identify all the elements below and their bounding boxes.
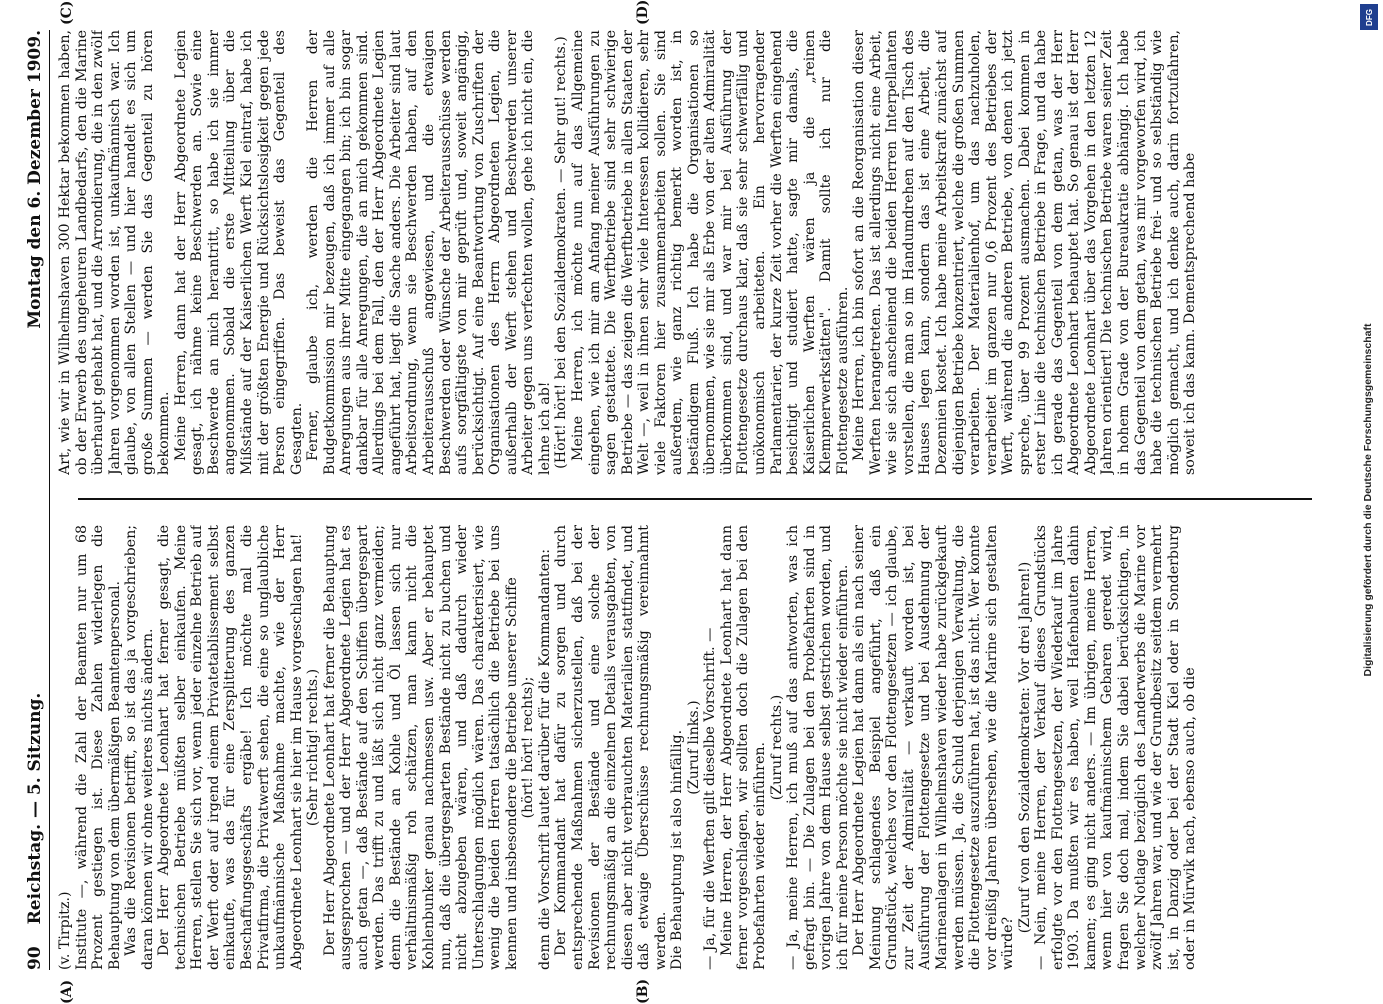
margin-marker-a: (A) <box>59 979 75 1004</box>
right-column <box>57 30 1285 475</box>
left-column-paragraph: Meine Herren, der Herr Abgeordnete Leonhart hat dann ferner vorgeschlagen, wir sollten doch die Zulagen bei den Probefahrten wieder einführen. <box>718 525 768 970</box>
left-column-paragraph: Die Behauptung ist also hinfällig. <box>669 729 686 970</box>
right-column-paragraph: (Hört! hört! bei den Sozialdemokraten. — Sehr gut! rechts.) <box>553 36 570 469</box>
right-column-paragraph: Meine Herren, dann hat der Herr Abgeordnete Legien gesagt, ich nähme keine Beschwerden an. Sowie eine Beschwerde an mich herantritt, so habe ich sie immer angenommen. Sobald die erste Mitteilung über die Mißstände auf der Kaiserlichen Werft Kiel eintraf, habe ich mit der größten Energie und Rücksichtslosigkeit gegen jede Person eingegriffen. Das beweist das Gegenteil des Gesagten. <box>172 30 305 475</box>
left-column-paragraph: — Ja, meine Herren, ich muß auf das antworten, was ich gefragt bin. — Die Zulagen bei den Probefahrten sind in vorigen Jahre von dem Hause selbst gestrichen worden, und ich für meine Person möchte sie nicht wieder einführen. <box>785 525 851 970</box>
left-column-paragraph: (v. Tirpitz.) <box>57 891 73 970</box>
left-column-paragraph: (Zuruf links.) <box>685 700 702 795</box>
page-date: Montag den 6. Dezember 1909. <box>25 30 45 329</box>
left-column-paragraph: (Sehr richtig! rechts.) <box>305 668 322 827</box>
left-column-paragraph: Der Herr Abgeordnete Legien hat dann als ein nach seiner Meinung schlagendes Beispiel angeführt, daß ein Grundstück, welches vor den Flottengesetzen — ich glaube, zur Zeit der Admiralität — verkauft worden ist, bei Ausführung der Flottengesetze und bei Ausdehnung der Marineanlagen in Wilhelmshaven wieder habe zurückgekauft werden müssen. Ja, die Schuld derjenigen Verwaltung, die die Flottengesetze auszuführen hat, ist das nicht. Wer konnte vor dreißig Jahren übersehen, wie die Marine sich gestalten würde? <box>851 525 1017 970</box>
left-column-paragraph: denn die Vorschrift lautet darüber für die Kommandanten: <box>536 548 553 970</box>
dfg-logo: DFG <box>1360 4 1378 30</box>
margin-marker-b: (B) <box>635 978 651 1004</box>
left-column-paragraph: (Zuruf von den Sozialdemokraten: Vor drei Jahren!) <box>1016 561 1033 934</box>
margin-marker-d: (D) <box>635 0 651 25</box>
text-columns <box>57 30 1285 970</box>
right-column-paragraph: Art, wie wir in Wilhelmshaven 300 Hektar bekommen haben, ob der Erwerb des ungeheuren Landbedarfs, den die Marine überhaupt gehabt hat, und die Arrondierung, die in den zwölf Jahren vorgenommen worden ist, unkaufmännisch war. Ich glaube, von allen Stellen — und hier handelt es sich um große Summen — werden Sie das Gegenteil zu hören bekommen. <box>57 30 173 475</box>
digitization-credit: Digitalisierung gefördert durch die Deutsche Forschungsgemeinschaft <box>1362 323 1374 677</box>
left-column-paragraph: Was die Revisionen betrifft, so ist das ja vorgeschrieben; daran können wir ohne weiteres nichts ändern. <box>123 525 156 970</box>
left-column-paragraph: Der Herr Abgeordnete Leonhart hat ferner die Behauptung ausgesprochen — und der Herr Abgeordnete Legien hat es auch getan —, daß Bestände auf den Schiffen übergespart werden. Das trifft zu und läßt sich nicht ganz vermeiden; denn die Bestände an Kohle und Öl lassen sich nur verhältnismäßig roh schätzen, man kann nicht die Kohlenbunker genau nachmessen usw. Aber er behauptet nun, daß die übergesparten Bestände nicht zu buchen und nicht abzugeben wären, und daß dadurch wieder Unterschlagungen möglich wären. Das charakterisiert, wie wenig die beiden Herren tatsächlich die Betriebe bei uns kennen und insbesondere die Betriebe unserer Schiffe <box>321 525 520 970</box>
left-column-paragraph: (Zuruf rechts.) <box>768 694 785 801</box>
page-header <box>15 30 50 970</box>
page-number: 90 <box>25 946 45 970</box>
left-column-paragraph: — Nein, meine Herren, der Verkauf dieses Grundstücks erfolgte vor den Flottengesetzen, der Wiederkauf im Jahre 1903. Da mußten wir es haben, weil Hafenbauten dahin kamen; es ging nicht anders. — Im übrigen, meine Herren, wenn hier von kaufmännischem Gebaren geredet wird, fragen Sie doch mal, indem Sie dabei berücksichtigen, in welcher Notlage bezüglich des Landerwerbs die Marine vor zwölf Jahren war, und wie der Grundbesitz seitdem vermehrt ist, in Danzig oder bei der Stadt Kiel oder in Sonderburg oder in Mürwik nach, ebenso auch, ob die <box>1033 525 1199 970</box>
rotated-content <box>15 0 1285 1004</box>
left-column <box>57 525 1285 970</box>
right-column-paragraph: Meine Herren, ich möchte nun auf das Allgemeine eingehen, wie ich mir am Anfang meiner Ausführungen zu sagen gestattete. Die Werftbetriebe sind sehr schwierige Betriebe — das zeigen die Werftbetriebe in allen Staaten der Welt —, weil in ihnen sehr viele Interessen kollidieren, sehr viele Faktoren hier zusammenarbeiten sollen. Sie sind außerdem, wie ganz richtig bemerkt worden ist, in beständigem Fluß. Ich habe die Organisationen so übernommen, wie sie mir als Erbe von der alten Admiralität überkommen sind, und war mir bei Ausführung der Flottengesetze durchaus klar, daß sie sehr schwerfällig und unökonomisch arbeiteten. Ein hervorragender Parlamentarier, der kurze Zeit vorher die Werften eingehend besichtigt und studiert hatte, sagte mir damals, die Kaiserlichen Werften wären ja die „reinen Klempnerwerkstätten". Damit sollte ich nur die Flottengesetze ausführen. <box>569 30 851 475</box>
left-column-paragraph: Der Herr Abgeordnete Leonhart hat ferner gesagt, die technischen Betriebe müßten selber einkaufen. Meine Herren, stellen Sie sich vor, wenn jeder einzelne Betrieb auf der Werft oder auf irgend einem Privatetablissement selbst einkaufte, was das für eine Zersplitterung des ganzen Beschaffungsgeschäfts ergäbe! Ich möchte mal die Privatfirma, die Privatwerft sehen, die eine so unglaubliche unkaufmännische Maßnahme machte, wie der Herr Abgeordnete Leonhart sie hier im Hause vorgeschlagen hat! <box>156 525 305 970</box>
page-title: Reichstag. — 5. Sitzung. <box>25 692 45 925</box>
margin-marker-c: (C) <box>59 0 75 25</box>
left-column-paragraph: Der Kommandant hat dafür zu sorgen und durch entsprechende Maßnahmen sicherzustellen, daß bei der Revisionen der Bestände und eine solche der rechnungsmäßig an die einzelnen Details verausgabten, von diesen aber nicht verbrauchten Materialien stattfindet, und daß etwaige Überschüsse rechnungsmäßig vereinnahmt werden. <box>553 525 669 970</box>
left-column-paragraph: (hört! hört! rechts); <box>520 676 537 819</box>
right-column-paragraph: Meine Herren, ich bin sofort an die Reorganisation dieser Werften herangetreten. Das ist allerdings nicht eine Arbeit, wie sie sich anscheinend die beiden Herren Interpellanten vorstellen, die man so im Handumdrehen auf den Tisch des Hauses legen kann, sondern das ist eine Arbeit, die Dezennien kostet. Ich habe meine Arbeitskraft zunächst auf diejenigen Betriebe konzentriert, welche die großen Summen verarbeiten. Der Materialienhof, um das nachzuholen, verarbeitet im ganzen nur 0,6 Prozent des Betriebes der Werft, während die anderen Betriebe, von denen ich jetzt spreche, über 99 Prozent ausmachen. Dabei kommen in erster Linie die technischen Betriebe in Frage, und da habe ich gerade das Gegenteil von dem getan, was der Herr Abgeordnete Leonhart behauptet hat. So genau ist der Herr Abgeordnete Leonhart über das Vorgehen in den letzten 12 Jahren orientiert! Die technischen Betriebe waren seiner Zeit in hohem Grade von der Bureaukratie abhängig. Ich habe das Gegenteil von dem getan, was mir vorgeworfen wird, ich habe die technischen Betriebe frei- und so selbständig wie möglich gemacht, und ich denke auch, darin fortzufahren, soweit ich das kann. Dementsprechend habe <box>851 30 1199 475</box>
left-column-paragraph: Institute —, während die Zahl der Beamten nur um 68 Prozent gestiegen ist. Diese Zahlen widerlegen die Behauptung von dem übermäßigen Beamtenpersonal. <box>73 525 123 970</box>
right-column-paragraph: Ferner, glaube ich, werden die Herren der Budgetkommission mir bezeugen, daß ich immer auf alle Anregungen aus ihrer Mitte eingegangen bin; ich bin sogar dankbar für alle Anregungen, die an mich gekommen sind. Allerdings bei dem Fall, den der Herr Abgeordnete Legien angeführt hat, liegt die Sache anders. Die Arbeiter sind laut Arbeitsordnung, wenn sie Beschwerden haben, auf den Arbeiterausschuß angewiesen, und die etwaigen Beschwerden oder Wünsche der Arbeiterausschüsse werden aufs sorgfältigste von mir geprüft und, soweit angängig, berücksichtigt. Auf eine Beantwortung von Zuschriften der Organisationen des Herrn Abgeordneten Legien, die außerhalb der Werft stehen und Beschwerden unserer Arbeiter gegen uns verfechten wollen, gehe ich nicht ein, die lehne ich ab! <box>305 30 553 475</box>
left-column-paragraph: — Ja, für die Werften gilt dieselbe Vorschrift. — <box>702 627 719 970</box>
